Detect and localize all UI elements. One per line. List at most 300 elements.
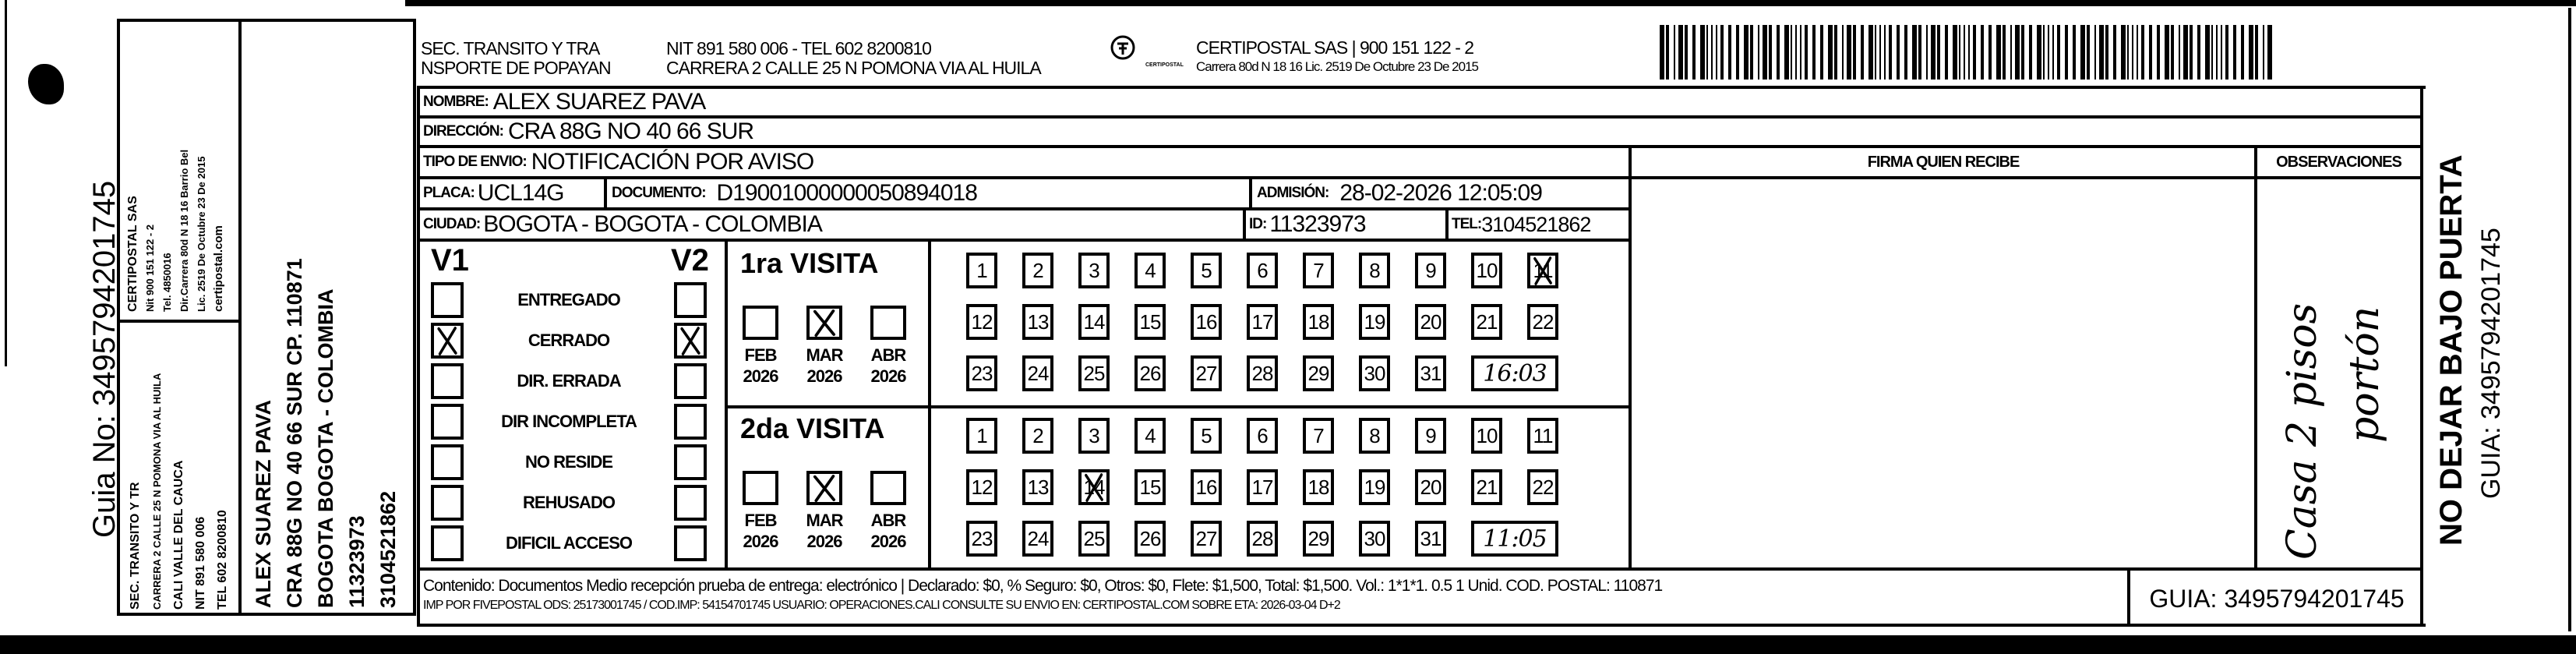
barcode-bar (2216, 25, 2218, 80)
day-box[interactable] (1303, 304, 1334, 340)
day-box[interactable] (1527, 469, 1558, 505)
v1-checkbox[interactable] (431, 485, 464, 521)
header-address (666, 39, 1041, 78)
barcode-bar (1777, 25, 1780, 80)
recipient-line: ALEX SUAREZ PAVA (252, 399, 275, 608)
day-number: 24 (1027, 526, 1049, 550)
id-cell (1243, 210, 1445, 239)
day-number: 15 (1139, 475, 1161, 499)
firma-signature-area[interactable] (1632, 179, 2255, 567)
barcode-bar (2015, 25, 2020, 80)
barcode-bar (1706, 25, 1708, 80)
barcode-bar (2105, 25, 2108, 80)
day-number: 10 (1476, 258, 1498, 282)
barcode-bar (1953, 25, 1957, 80)
day-number: 25 (1083, 361, 1105, 385)
day-number: 5 (1201, 258, 1212, 282)
day-box[interactable] (1415, 304, 1446, 340)
day-box[interactable] (1471, 469, 1502, 505)
day-number: 12 (971, 309, 993, 334)
day-number: 31 (1420, 526, 1442, 550)
header-nit-tel: NIT 891 580 006 - TEL 602 8200810 (666, 38, 931, 58)
barcode-bar (1692, 25, 1696, 80)
placa-value: UCL14G (477, 180, 564, 206)
barcode-bar (2190, 25, 2193, 80)
day-box[interactable] (1359, 418, 1390, 454)
day-box[interactable] (966, 304, 997, 340)
v1-checkbox[interactable] (431, 444, 464, 480)
day-number: 15 (1139, 309, 1161, 334)
header-courier-name: CERTIPOSTAL SAS | 900 151 122 - 2 (1196, 37, 1474, 58)
barcode-bar (2225, 25, 2228, 80)
sender-line: CARRERA 2 CALLE 25 N POMONA VIA AL HUILA (151, 373, 163, 610)
recipient-line: 11323973 (345, 515, 369, 608)
day-box[interactable] (1359, 521, 1390, 557)
barcode-bar (2029, 25, 2032, 80)
barcode-bar (1716, 25, 1717, 80)
day-number: 8 (1369, 258, 1380, 282)
day-box[interactable] (1134, 418, 1166, 454)
day-number: 27 (1195, 526, 1217, 550)
day-number: 30 (1364, 361, 1385, 385)
nombre-label: NOMBRE: (423, 94, 489, 110)
right-edge-line (2568, 8, 2571, 631)
month-checkbox[interactable] (806, 306, 842, 340)
day-box[interactable] (1247, 521, 1278, 557)
courier-lines (125, 150, 228, 315)
day-box[interactable] (1471, 253, 1502, 288)
barcode-bar (2132, 25, 2133, 80)
tel-cell (1445, 210, 1629, 239)
barcode-bar (2113, 25, 2116, 80)
row-placa (420, 179, 1629, 210)
barcode-bar (2065, 25, 2068, 80)
day-box[interactable] (1247, 253, 1278, 288)
day-box[interactable] (1527, 304, 1558, 340)
ink-blot (28, 64, 64, 104)
barcode-bar (1918, 25, 1921, 80)
barcode-bar (1937, 25, 1940, 80)
barcode-bar (2037, 25, 2041, 80)
barcode-bar (2197, 25, 2200, 80)
barcode-bar (2249, 25, 2253, 80)
day-box[interactable] (1415, 253, 1446, 288)
id-value: 11323973 (1269, 211, 1366, 237)
day-box[interactable] (1078, 355, 1110, 391)
v2-checkbox[interactable] (674, 404, 707, 440)
barcode-bar (1868, 25, 1873, 80)
footer-line2: IMP POR FIVEPOSTAL ODS: 25173001745 / COD.IMP: 54154701745 USUARIO: OPERACIONES.CALI CONSULTE SU ENVIO EN: CERTIPOSTAL.COM SOBRE ETA: 2026-03-04 D+2 (423, 599, 1340, 612)
month-name: MAR (806, 511, 843, 530)
day-number: 2 (1032, 423, 1043, 447)
day-box[interactable] (1415, 355, 1446, 391)
day-box[interactable] (1078, 418, 1110, 454)
tipo-label: TIPO DE ENVIO: (423, 154, 527, 170)
ciudad-value: BOGOTA - BOGOTA - COLOMBIA (483, 211, 822, 237)
visit-month-divider (928, 242, 931, 567)
barcode-bar (1795, 25, 1797, 80)
day-number: 9 (1425, 423, 1436, 447)
day-box[interactable] (1022, 418, 1053, 454)
barcode-bar (1945, 25, 1948, 80)
barcode-bar (2003, 25, 2006, 80)
day-box[interactable] (1359, 355, 1390, 391)
placa-label: PLACA: (423, 185, 475, 201)
month-year: 2026 (743, 532, 778, 551)
day-box[interactable] (1078, 469, 1110, 505)
recipient-line: CRA 88G NO 40 66 SUR CP. 110871 (283, 258, 306, 608)
barcode-bar (1812, 25, 1816, 80)
admision-cell (1249, 179, 1629, 207)
ciudad-label: CIUDAD: (423, 216, 481, 232)
barcode-bar (2048, 25, 2049, 80)
barcode-bar (2080, 25, 2085, 80)
day-box[interactable] (1303, 355, 1334, 391)
barcode-bar (1959, 25, 1960, 80)
v2-checkbox[interactable] (674, 282, 707, 318)
barcode-bar (1889, 25, 1892, 80)
barcode-bar (1791, 25, 1792, 80)
row-direccion (420, 118, 2420, 148)
tipo-value: NOTIFICACIÓN POR AVISO (531, 149, 814, 175)
barcode-bar (1828, 25, 1833, 80)
day-box[interactable] (1415, 521, 1446, 557)
footer-line1: Contenido: Documentos Medio recepción prueba de entrega: electrónico | Declarado: $0, % Seguro: $0, Otros: $0, Flete: $1,500, Total: $1,500. Vol.: 1*1*1. 0.5 1 Unid. COD. POSTAL: 110871 (423, 577, 1663, 595)
right-guia: GUIA: 3495794201745 (2476, 228, 2506, 499)
barcode-bar (1678, 25, 1683, 80)
barcode-bar (2149, 25, 2152, 80)
barcode-bar (1847, 25, 1851, 80)
day-box[interactable] (1134, 521, 1166, 557)
courier-line: Lic. 2519 De Octubre 23 De 2015 (196, 156, 207, 312)
month-checkbox[interactable] (806, 471, 842, 505)
day-number: 16 (1195, 475, 1217, 499)
sender-line: SEC. TRANSITO Y TR (129, 482, 142, 610)
month-label (861, 345, 916, 387)
v1-checkbox[interactable] (431, 363, 464, 399)
barcode-bar (2052, 25, 2054, 80)
firma-label: FIRMA QUIEN RECIBE (1867, 153, 2020, 171)
month-x-mark (810, 309, 839, 337)
day-number: 12 (971, 475, 993, 499)
recipient-line: BOGOTA BOGOTA - COLOMBIA (314, 288, 337, 608)
barcode-bar (1834, 25, 1837, 80)
day-box[interactable] (966, 521, 997, 557)
courier-line: Dir.Carrera 80d N 18 16 Barrio Bel (178, 149, 190, 312)
status-divider (725, 242, 728, 567)
month-year: 2026 (870, 532, 906, 551)
day-number: 13 (1027, 309, 1049, 334)
barcode-bar (1720, 25, 1724, 80)
left-guia-number: Guia No: 3495794201745 (87, 180, 122, 538)
day-number: 9 (1425, 258, 1436, 282)
month-year: 2026 (806, 366, 842, 386)
barcode-bar (2255, 25, 2258, 80)
day-number: 23 (971, 361, 993, 385)
barcode-bar (2127, 25, 2129, 80)
day-box[interactable] (966, 355, 997, 391)
barcode-bar (2211, 25, 2213, 80)
day-number: 14 (1083, 309, 1105, 334)
day-box[interactable] (1303, 469, 1334, 505)
barcode (1660, 25, 2275, 80)
barcode-bar (1736, 25, 1739, 80)
visit-time[interactable]: 11:05 (1471, 521, 1558, 557)
day-box[interactable] (1191, 469, 1222, 505)
day-number: 26 (1139, 526, 1161, 550)
courier-website: certipostal.com (212, 225, 225, 312)
sender-lines (125, 373, 234, 610)
row-ciudad (420, 210, 1629, 242)
day-number: 14 (1083, 475, 1105, 499)
month-name: ABR (870, 345, 906, 365)
barcode-bar (2221, 25, 2222, 80)
certipostal-logo-text: CERTIPOSTAL (1145, 62, 1184, 68)
v2-checkbox[interactable] (674, 323, 707, 359)
admision-value: 28-02-2026 12:05:09 (1339, 180, 1542, 206)
barcode-bar (2094, 25, 2096, 80)
courier-line: Tel. 4850016 (161, 253, 173, 312)
day-box[interactable] (1247, 304, 1278, 340)
day-box[interactable] (1527, 418, 1558, 454)
barcode-bar (1842, 25, 1844, 80)
day-number: 28 (1251, 526, 1273, 550)
day-box[interactable] (1078, 521, 1110, 557)
recipient-lines (248, 258, 404, 608)
day-box[interactable] (1527, 253, 1558, 288)
tel-value: 3104521862 (1481, 212, 1591, 236)
v1-checkbox[interactable] (431, 323, 464, 359)
month-checkbox[interactable] (870, 306, 906, 340)
day-box[interactable] (1247, 418, 1278, 454)
barcode-bar (2179, 25, 2180, 80)
day-number: 8 (1369, 423, 1380, 447)
header-courier-address: Carrera 80d N 18 16 Lic. 2519 De Octubre 23 De 2015 (1196, 59, 1478, 74)
sender-line: NIT 891 580 006 (194, 516, 207, 610)
documento-label: DOCUMENTO: (612, 185, 706, 201)
day-box[interactable] (1022, 355, 1053, 391)
month-year: 2026 (806, 532, 842, 551)
visit-title: 1ra VISITA (740, 247, 879, 279)
admision-label: ADMISIÓN: (1257, 185, 1329, 201)
day-number: 7 (1313, 423, 1324, 447)
day-number: 5 (1201, 423, 1212, 447)
day-box[interactable] (1022, 253, 1053, 288)
day-number: 24 (1027, 361, 1049, 385)
day-box[interactable] (1134, 304, 1166, 340)
day-box[interactable] (1415, 469, 1446, 505)
barcode-bar (2137, 25, 2138, 80)
day-box[interactable] (1022, 469, 1053, 505)
day-number: 17 (1251, 475, 1273, 499)
month-name: FEB (744, 511, 777, 530)
day-number: 29 (1307, 361, 1329, 385)
barcode-bar (2241, 25, 2244, 80)
v1-checkbox[interactable] (431, 404, 464, 440)
nombre-value: ALEX SUAREZ PAVA (492, 89, 706, 115)
day-number: 6 (1257, 258, 1268, 282)
day-box[interactable] (1134, 469, 1166, 505)
barcode-bar (1981, 25, 1984, 80)
observaciones-handwriting (2271, 303, 2396, 560)
month-x-mark (810, 474, 839, 502)
v2-checkbox[interactable] (674, 525, 707, 561)
day-number: 11 (1533, 258, 1553, 282)
status-label: CERRADO (528, 331, 610, 350)
barcode-bar (1853, 25, 1856, 80)
barcode-bar (1973, 25, 1976, 80)
recipient-line: 3104521862 (376, 490, 400, 608)
header-sender-line1: SEC. TRANSITO Y TRA (421, 38, 600, 58)
barcode-bar (2073, 25, 2076, 80)
status-section (420, 242, 724, 567)
barcode-bar (2263, 25, 2264, 80)
barcode-bar (1744, 25, 1749, 80)
day-box[interactable] (1471, 304, 1502, 340)
month-checkbox[interactable] (743, 306, 778, 340)
day-number: 19 (1364, 309, 1385, 334)
day-number: 28 (1251, 361, 1273, 385)
direccion-value: CRA 88G NO 40 66 SUR (507, 118, 754, 144)
direccion-label: DIRECCIÓN: (423, 123, 503, 140)
day-number: 2 (1032, 258, 1043, 282)
barcode-bar (2021, 25, 2024, 80)
day-number: 17 (1251, 309, 1273, 334)
v2-label: V2 (671, 243, 709, 278)
month-year: 2026 (870, 366, 906, 386)
day-number: 23 (971, 526, 993, 550)
courier-line: Nit 900 151 122 - 2 (144, 224, 156, 312)
day-box[interactable] (1415, 418, 1446, 454)
day-box[interactable] (1471, 418, 1502, 454)
certipostal-logo-icon (1110, 34, 1136, 61)
left-edge-line (5, 0, 7, 366)
firma-header (1632, 148, 2255, 179)
day-box[interactable] (1359, 253, 1390, 288)
barcode-bar (1700, 25, 1705, 80)
month-year: 2026 (743, 366, 778, 386)
day-box[interactable] (1247, 355, 1278, 391)
observaciones-divider (2254, 148, 2257, 567)
status-label: NO RESIDE (524, 452, 613, 472)
day-box[interactable] (1191, 304, 1222, 340)
month-checkbox[interactable] (870, 471, 906, 505)
day-box[interactable] (1134, 355, 1166, 391)
day-number: 22 (1532, 475, 1554, 499)
header-sender-line2: NSPORTE DE POPAYAN (421, 58, 611, 78)
barcode-bar (1875, 25, 1876, 80)
barcode-bar (2010, 25, 2012, 80)
barcode-bar (2165, 25, 2169, 80)
day-number: 25 (1083, 526, 1105, 550)
day-box[interactable] (966, 418, 997, 454)
day-number: 29 (1307, 526, 1329, 550)
day-box[interactable] (1191, 253, 1222, 288)
v2-checkbox[interactable] (674, 485, 707, 521)
day-box[interactable] (1191, 355, 1222, 391)
header-sender (421, 39, 611, 78)
day-box[interactable] (966, 469, 997, 505)
day-box[interactable] (1303, 521, 1334, 557)
day-box[interactable] (1022, 304, 1053, 340)
month-label (797, 510, 852, 552)
footer-guia-box (2127, 571, 2423, 627)
day-box[interactable] (1359, 304, 1390, 340)
day-box[interactable] (1191, 418, 1222, 454)
barcode-bar (1968, 25, 1970, 80)
barcode-bar (2183, 25, 2188, 80)
visit-time[interactable]: 16:03 (1471, 355, 1558, 391)
barcode-bar (2233, 25, 2236, 80)
barcode-bar (1884, 25, 1886, 80)
day-box[interactable] (1191, 521, 1222, 557)
v2-checkbox[interactable] (674, 444, 707, 480)
barcode-bar (1931, 25, 1936, 80)
day-number: 22 (1532, 309, 1554, 334)
day-number: 3 (1089, 423, 1099, 447)
day-number: 30 (1364, 526, 1385, 550)
month-name: ABR (870, 511, 906, 530)
barcode-bar (1728, 25, 1731, 80)
barcode-bar (1820, 25, 1823, 80)
status-label: DIR. ERRADA (517, 371, 621, 391)
no-dejar-bajo-puerta: NO DEJAR BAJO PUERTA (2434, 154, 2468, 546)
status-label: REHUSADO (523, 493, 615, 512)
observaciones-header (2257, 148, 2420, 179)
status-label: ENTREGADO (517, 290, 620, 309)
day-box[interactable] (1078, 253, 1110, 288)
day-box[interactable] (1022, 521, 1053, 557)
barcode-bar (1897, 25, 1900, 80)
day-number: 26 (1139, 361, 1161, 385)
day-number: 1 (976, 423, 987, 447)
day-number: 21 (1476, 475, 1498, 499)
day-box[interactable] (1303, 418, 1334, 454)
barcode-bar (2099, 25, 2104, 80)
sender-line: TEL 602 8200810 (216, 510, 229, 610)
v1-checkbox[interactable] (431, 282, 464, 318)
day-box[interactable] (1303, 253, 1334, 288)
day-box[interactable] (1359, 469, 1390, 505)
barcode-bar (2043, 25, 2045, 80)
header-courier (1196, 37, 1478, 76)
placa-cell (420, 179, 607, 207)
barcode-bar (1964, 25, 1965, 80)
day-number: 6 (1257, 423, 1268, 447)
barcode-bar (1879, 25, 1881, 80)
day-number: 27 (1195, 361, 1217, 385)
barcode-bar (1758, 25, 1759, 80)
footer-row-top (417, 567, 2423, 571)
day-box[interactable] (1078, 304, 1110, 340)
day-box[interactable] (1247, 469, 1278, 505)
day-number: 4 (1145, 258, 1156, 282)
barcode-bar (1674, 25, 1675, 80)
month-checkbox[interactable] (743, 471, 778, 505)
barcode-bar (2141, 25, 2144, 80)
day-number: 20 (1420, 475, 1442, 499)
v2-checkbox[interactable] (674, 363, 707, 399)
barcode-bar (2057, 25, 2060, 80)
sender-line: CALI VALLE DEL CAUCA (172, 460, 185, 610)
v1-checkbox[interactable] (431, 525, 464, 561)
day-box[interactable] (966, 253, 997, 288)
day-number: 13 (1027, 475, 1049, 499)
ciudad-cell (420, 210, 1241, 239)
documento-value: D19001000000050894018 (716, 180, 977, 206)
barcode-bar (1750, 25, 1753, 80)
day-box[interactable] (1134, 253, 1166, 288)
